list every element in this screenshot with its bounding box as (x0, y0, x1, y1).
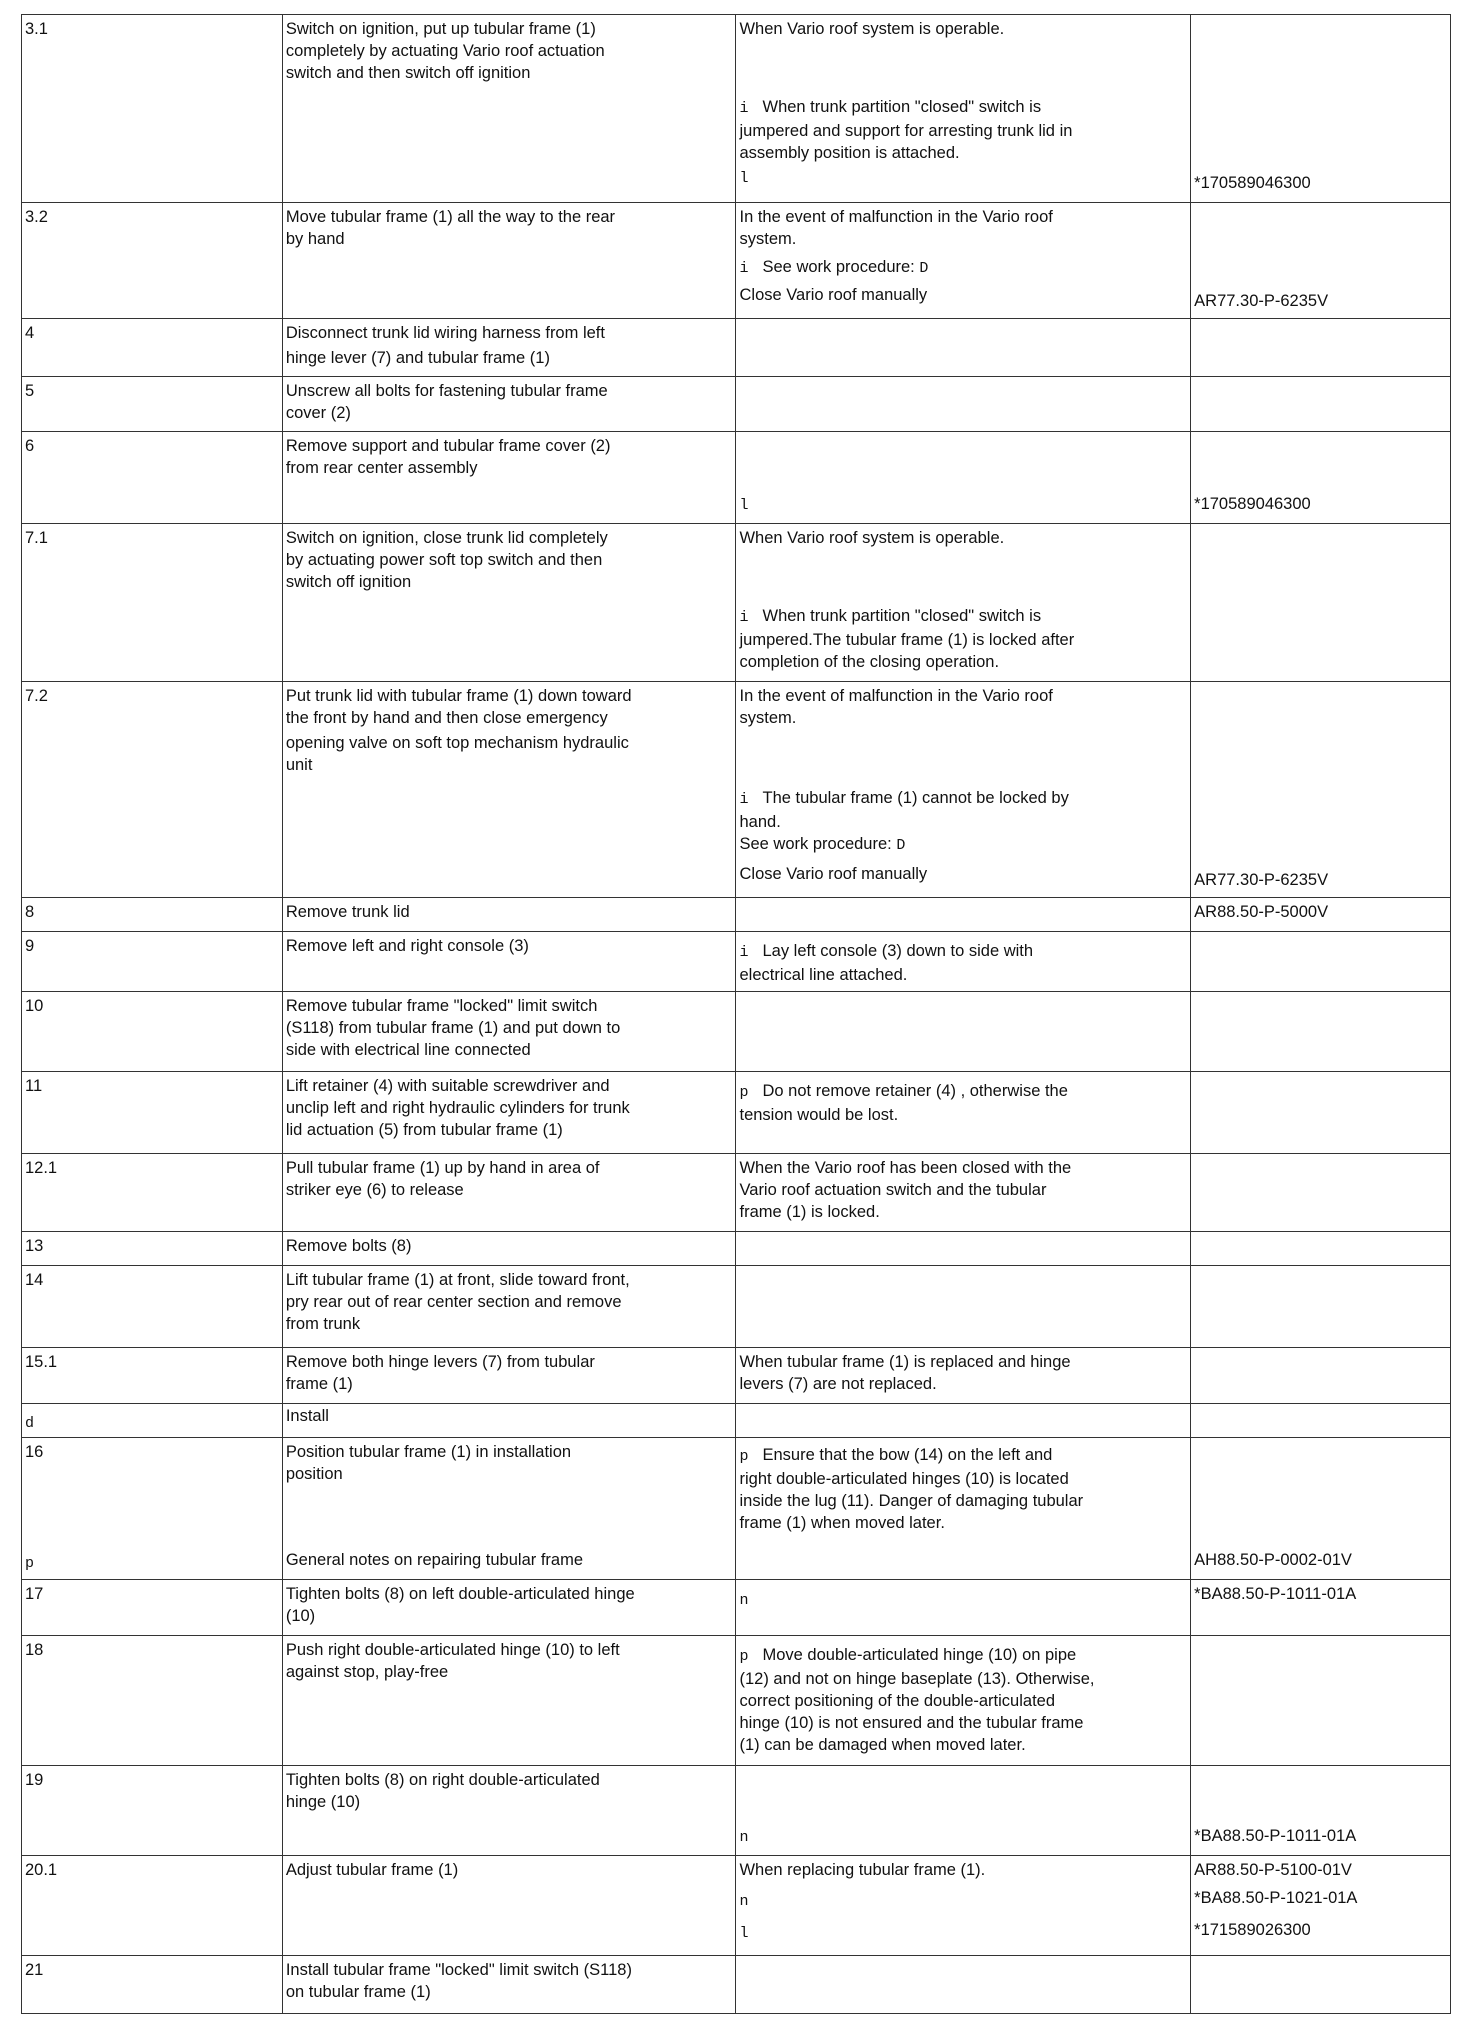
reference-link[interactable]: *BA88.50-P-1021-01A (1194, 1889, 1358, 1907)
tool-icon: l (739, 497, 749, 514)
table-row (22, 1266, 1451, 1348)
table-row (22, 432, 1451, 524)
ref-cell (1191, 992, 1451, 1072)
table-row (22, 1856, 1451, 1956)
ref-cell (1191, 932, 1451, 992)
step-cell: 4 (22, 319, 283, 377)
step-cell: 18 (22, 1636, 283, 1766)
table-row (22, 992, 1451, 1072)
action-cell: Lift retainer (4) with suitable screwdriver and unclip left and right hydraulic cylinders for trunk lid actuation (5) from tubular frame (1) (282, 1072, 736, 1154)
table-row (22, 15, 1451, 203)
ref-cell (1191, 1636, 1451, 1766)
ref-cell (1191, 1404, 1451, 1438)
action-cell: Adjust tubular frame (1) (282, 1856, 736, 1956)
action-cell: Remove tubular frame "locked" limit switch (S118) from tubular frame (1) and put down to side with electrical line connected (282, 992, 736, 1072)
action-cell: Switch on ignition, put up tubular frame (1) completely by actuating Vario roof actuation switch and then switch off ignition (282, 15, 736, 203)
step-cell: 11 (22, 1072, 283, 1154)
note-cell: When Vario roof system is operable. i When trunk partition "closed" switch is jumpered.The tubular frame (1) is locked after completion of the closing operation. (736, 524, 1191, 682)
action-cell: Remove trunk lid (282, 898, 736, 932)
step-cell: 14 (22, 1266, 283, 1348)
note-cell: In the event of malfunction in the Vario roof system. i The tubular frame (1) cannot be locked by hand. See work procedure: D Close Vario roof manually (736, 682, 1191, 898)
step-cell: 3.1 (22, 15, 283, 203)
note-cell (736, 898, 1191, 932)
note-cell (736, 1580, 1191, 1636)
action-cell: Tighten bolts (8) on left double-articulated hinge (10) (282, 1580, 736, 1636)
reference-link[interactable]: AR77.30-P-6235V (1194, 871, 1329, 889)
ref-cell (1191, 377, 1451, 432)
table-row (22, 1404, 1451, 1438)
action-cell: Push right double-articulated hinge (10) to left against stop, play-free (282, 1636, 736, 1766)
note-cell: p Move double-articulated hinge (10) on pipe (12) and not on hinge baseplate (13). Otherwise, correct positioning of the double-articulated hinge (10) is not ensured and the tubular frame (1) can be damaged when moved later. (736, 1636, 1191, 1766)
step-cell: 15.1 (22, 1348, 283, 1404)
note-cell: When Vario roof system is operable. i When trunk partition "closed" switch is jumpered and support for arresting trunk lid in assembly position is attached. l (736, 15, 1191, 203)
ref-cell (1191, 1266, 1451, 1348)
torque-icon: n (739, 1592, 749, 1609)
reference-link[interactable]: *171589026300 (1194, 1921, 1311, 1939)
caution-icon: p (739, 1084, 749, 1101)
tool-icon: l (739, 1925, 749, 1942)
step-cell: 6 (22, 432, 283, 524)
reference-link[interactable]: *BA88.50-P-1011-01A (1194, 1585, 1357, 1603)
tool-icon: l (739, 170, 749, 187)
action-cell: Remove both hinge levers (7) from tubular frame (1) (282, 1348, 736, 1404)
torque-icon: n (739, 1829, 749, 1846)
table-row (22, 898, 1451, 932)
action-cell: Disconnect trunk lid wiring harness from left hinge lever (7) and tubular frame (1) (282, 319, 736, 377)
reference-link[interactable]: AR88.50-P-5100-01V (1194, 1861, 1352, 1879)
action-cell: Install tubular frame "locked" limit switch (S118) on tubular frame (1) (282, 1956, 736, 2014)
section-icon: d (25, 1415, 35, 1432)
reference-link[interactable]: *170589046300 (1194, 495, 1311, 513)
step-cell: 13 (22, 1232, 283, 1266)
table-row (22, 203, 1451, 319)
table-row (22, 1072, 1451, 1154)
step-cell: 5 (22, 377, 283, 432)
ref-cell (1191, 1956, 1451, 2014)
action-cell: Lift tubular frame (1) at front, slide toward front, pry rear out of rear center section and remove from trunk (282, 1266, 736, 1348)
step-cell: 10 (22, 992, 283, 1072)
note-cell (736, 377, 1191, 432)
ref-cell (1191, 1232, 1451, 1266)
procedure-table (21, 14, 1451, 2014)
ref-cell (1191, 898, 1451, 932)
step-cell: 19 (22, 1766, 283, 1856)
info-icon: i (739, 944, 749, 961)
table-row (22, 1580, 1451, 1636)
table-row (22, 524, 1451, 682)
document-icon: D (896, 837, 906, 854)
action-cell: Pull tubular frame (1) up by hand in area of striker eye (6) to release (282, 1154, 736, 1232)
info-icon: i (739, 100, 749, 117)
action-cell: Remove support and tubular frame cover (2) from rear center assembly (282, 432, 736, 524)
step-cell: 20.1 (22, 1856, 283, 1956)
ref-cell (1191, 1348, 1451, 1404)
ref-cell (1191, 1438, 1451, 1580)
reference-link[interactable]: *BA88.50-P-1011-01A (1194, 1827, 1357, 1845)
action-cell: Switch on ignition, close trunk lid completely by actuating power soft top switch and then switch off ignition (282, 524, 736, 682)
note-cell: In the event of malfunction in the Vario roof system. i See work procedure: D Close Vario roof manually (736, 203, 1191, 319)
action-cell: Move tubular frame (1) all the way to the rear by hand (282, 203, 736, 319)
document-icon: D (919, 260, 929, 277)
table-row (22, 682, 1451, 898)
note-cell (736, 1266, 1191, 1348)
info-icon: i (739, 791, 749, 808)
info-icon: i (739, 260, 749, 277)
note-cell: When tubular frame (1) is replaced and hinge levers (7) are not replaced. (736, 1348, 1191, 1404)
ref-cell (1191, 319, 1451, 377)
action-cell: Put trunk lid with tubular frame (1) down toward the front by hand and then close emergency opening valve on soft top mechanism hydraulic unit (282, 682, 736, 898)
step-cell: 9 (22, 932, 283, 992)
note-cell: When replacing tubular frame (1). n l (736, 1856, 1191, 1956)
torque-icon: n (739, 1893, 749, 1910)
reference-link[interactable]: AR88.50-P-5000V (1194, 903, 1329, 921)
note-cell: p Do not remove retainer (4) , otherwise the tension would be lost. (736, 1072, 1191, 1154)
action-cell: Install (282, 1404, 736, 1438)
note-cell (736, 1766, 1191, 1856)
reference-link[interactable]: AR77.30-P-6235V (1194, 292, 1329, 310)
caution-icon: p (739, 1648, 749, 1665)
table-row (22, 1348, 1451, 1404)
step-cell: 7.1 (22, 524, 283, 682)
table-row (22, 1438, 1451, 1580)
ref-cell (1191, 1856, 1451, 1956)
table-row (22, 1766, 1451, 1856)
reference-link[interactable]: *170589046300 (1194, 174, 1311, 192)
ref-cell (1191, 432, 1451, 524)
action-cell: Unscrew all bolts for fastening tubular frame cover (2) (282, 377, 736, 432)
note-cell (736, 432, 1191, 524)
caution-icon: p (739, 1448, 749, 1465)
note-cell (736, 1404, 1191, 1438)
ref-cell (1191, 524, 1451, 682)
step-cell (22, 1404, 283, 1438)
step-cell: 3.2 (22, 203, 283, 319)
note-cell: p Ensure that the bow (14) on the left and right double-articulated hinges (10) is located inside the lug (11). Danger of damaging tubular frame (1) when moved later. (736, 1438, 1191, 1580)
note-cell: When the Vario roof has been closed with the Vario roof actuation switch and the tubular frame (1) is locked. (736, 1154, 1191, 1232)
ref-cell (1191, 682, 1451, 898)
ref-cell (1191, 1154, 1451, 1232)
step-cell: 7.2 (22, 682, 283, 898)
action-cell: Remove left and right console (3) (282, 932, 736, 992)
step-cell: 12.1 (22, 1154, 283, 1232)
note-cell (736, 1232, 1191, 1266)
table-row (22, 1154, 1451, 1232)
step-cell: 8 (22, 898, 283, 932)
caution-icon: p (25, 1555, 35, 1572)
step-cell: 21 (22, 1956, 283, 2014)
table-row (22, 1232, 1451, 1266)
table-row (22, 377, 1451, 432)
action-cell: Remove bolts (8) (282, 1232, 736, 1266)
info-icon: i (739, 609, 749, 626)
reference-link[interactable]: AH88.50-P-0002-01V (1194, 1551, 1352, 1569)
ref-cell (1191, 203, 1451, 319)
note-cell (736, 319, 1191, 377)
action-cell: Position tubular frame (1) in installation position General notes on repairing tubular frame (282, 1438, 736, 1580)
note-cell (736, 992, 1191, 1072)
step-cell: 17 (22, 1580, 283, 1636)
ref-cell (1191, 1580, 1451, 1636)
action-cell: Tighten bolts (8) on right double-articulated hinge (10) (282, 1766, 736, 1856)
note-cell (736, 1956, 1191, 2014)
table-row (22, 1956, 1451, 2014)
ref-cell (1191, 1766, 1451, 1856)
ref-cell (1191, 1072, 1451, 1154)
step-cell: 16 p (22, 1438, 283, 1580)
table-row (22, 932, 1451, 992)
table-row (22, 1636, 1451, 1766)
note-cell: i Lay left console (3) down to side with electrical line attached. (736, 932, 1191, 992)
ref-cell (1191, 15, 1451, 203)
table-row (22, 319, 1451, 377)
